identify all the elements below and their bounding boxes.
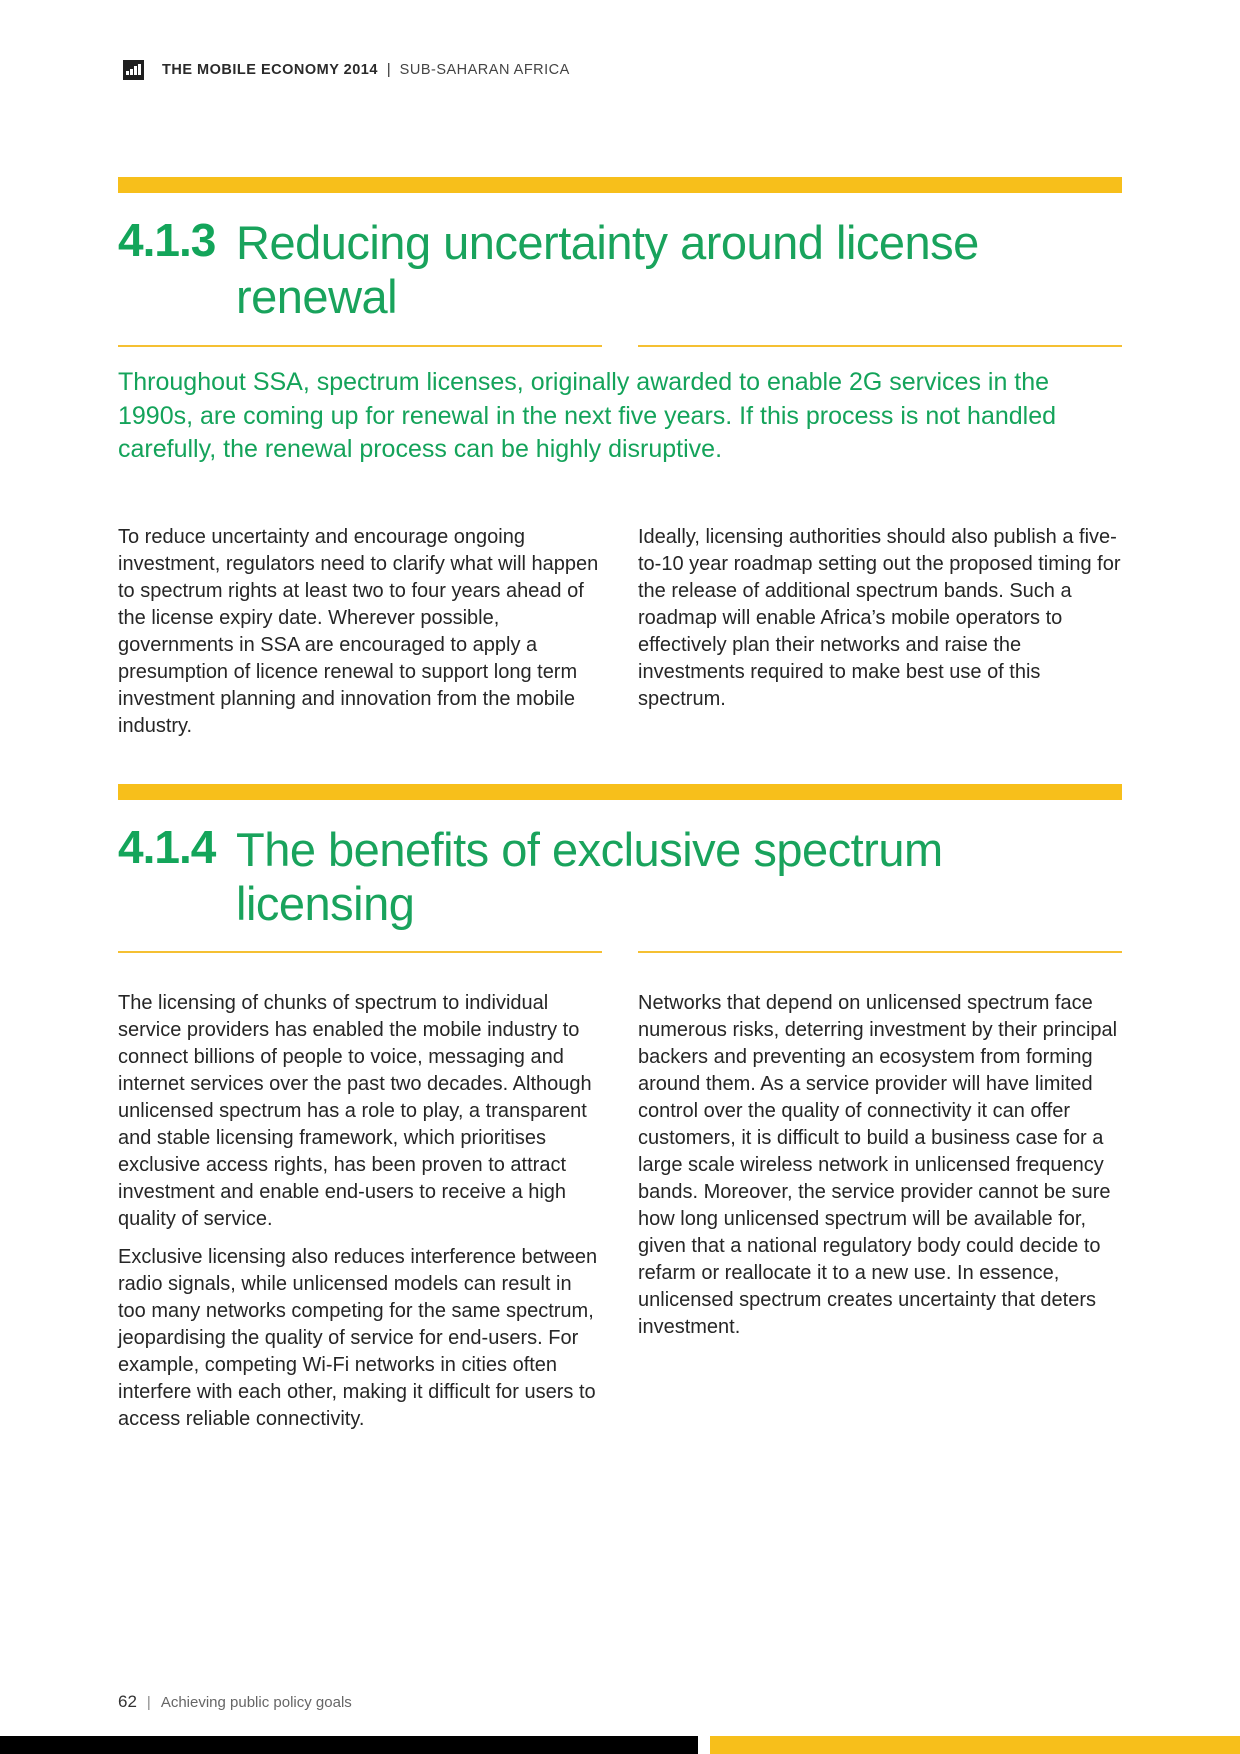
section-divider-bar [118, 177, 1122, 193]
section-title: Reducing uncertainty around license renewal [236, 216, 979, 323]
section-number: 4.1.4 [118, 821, 216, 873]
page-number: 62 [118, 1692, 137, 1711]
footer-section-label: Achieving public policy goals [160, 1693, 352, 1711]
footer-bar-black [0, 1736, 698, 1754]
section-title: The benefits of exclusive spectrum licensing [236, 823, 943, 930]
body-column-left [118, 990, 604, 1444]
title-rule-right [638, 345, 1122, 347]
body-paragraph: Networks that depend on unlicensed spectrum face numerous risks, deterring investment by their principal backers and preventing an ecosystem from forming around them. As a service provider will have limited control over the quality of connectivity it can offer customers, it is difficult to build a business case for a large scale wireless network in unlicensed frequency bands. Moreover, the service provider cannot be sure how long unlicensed spectrum will be available for, given that a national regulatory body could decide to refarm or reallocate it to a new use. In essence, unlicensed spectrum creates uncertainty that deters investment. [638, 992, 1118, 1338]
section-number: 4.1.3 [118, 214, 216, 266]
title-rule-left [118, 951, 602, 953]
report-title: THE MOBILE ECONOMY 2014 [162, 62, 378, 78]
report-logo-icon [123, 60, 144, 80]
section-divider-bar [118, 784, 1122, 800]
body-column-right [638, 524, 1124, 724]
title-rule-right [638, 951, 1122, 953]
header-separator: | [386, 62, 391, 78]
running-header [123, 60, 570, 80]
page-footer [118, 1692, 352, 1712]
report-region: SUB-SAHARAN AFRICA [399, 62, 570, 78]
body-column-left [118, 524, 604, 751]
title-rule-left [118, 345, 602, 347]
lead-paragraph: Throughout SSA, spectrum licenses, originally awarded to enable 2G services in the 1990s, are coming up for renewal in the next five years. If this process is not handled carefully, the renewal process can be highly disruptive. [118, 368, 1057, 463]
body-paragraph: Exclusive licensing also reduces interference between radio signals, while unlicensed models can result in too many networks competing for the same spectrum, jeopardising the quality of service for end-users. For example, competing Wi-Fi networks in cities often interfere with each other, making it difficult for users to access reliable connectivity. [118, 1246, 598, 1430]
body-paragraph: The licensing of chunks of spectrum to individual service providers has enabled the mobile industry to connect billions of people to voice, messaging and internet services over the past two decades. Although unlicensed spectrum has a role to play, a transparent and stable licensing framework, which prioritises exclusive access rights, has been proven to attract investment and enable end-users to receive a high quality of service. [118, 992, 592, 1230]
body-paragraph: To reduce uncertainty and encourage ongoing investment, regulators need to clarify what will happen to spectrum rights at least two to four years ahead of the license expiry date. Wherever possible, governments in SSA are encouraged to apply a presumption of licence renewal to support long term investment planning and innovation from the mobile industry. [118, 526, 599, 737]
footer-bar-yellow [710, 1736, 1240, 1754]
body-paragraph: Ideally, licensing authorities should also publish a five-to-10 year roadmap setting out the proposed timing for the release of additional spectrum bands. Such a roadmap will enable Africa’s mobile operators to effectively plan their networks and raise the investments required to make best use of this spectrum. [638, 526, 1121, 710]
body-column-right [638, 990, 1124, 1352]
footer-separator: | [146, 1693, 151, 1711]
